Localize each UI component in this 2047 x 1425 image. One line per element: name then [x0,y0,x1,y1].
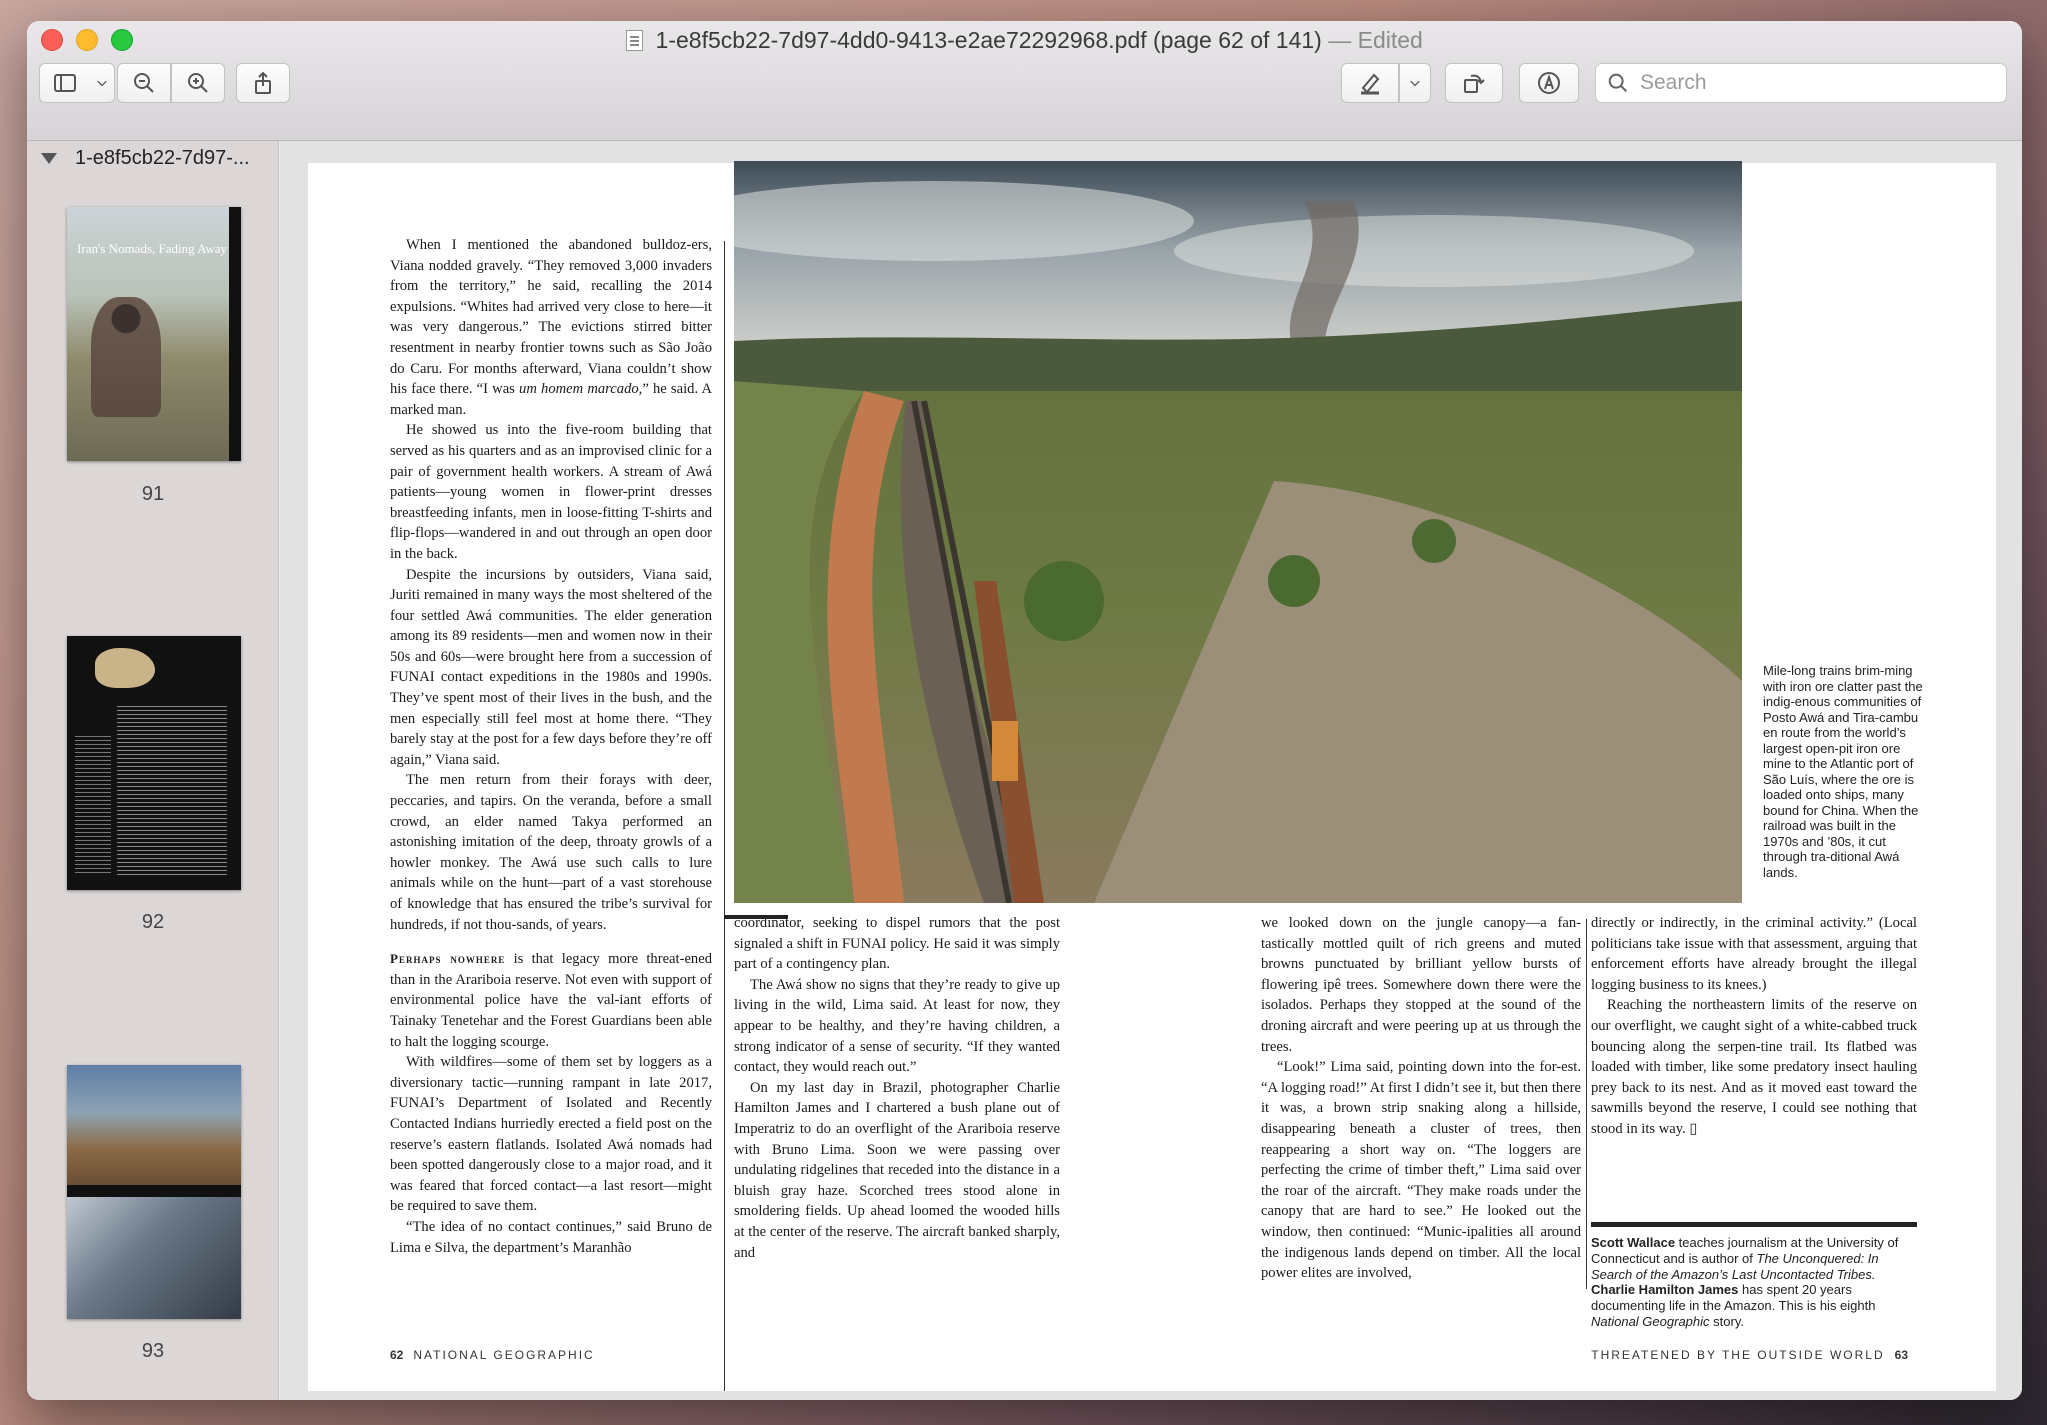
highlight-button[interactable] [1341,63,1399,103]
footer-right [1591,1348,1908,1362]
thumbnail-edge [229,207,241,461]
magazine-name: National Geographic [1591,1313,1710,1329]
page-number-label: 91 [141,483,165,505]
sidebar-icon [52,70,78,96]
pdf-page-spread [308,163,1996,1391]
preview-window [27,21,2022,1400]
photographer-name: Charlie Hamilton James [1591,1282,1739,1298]
share-button[interactable] [236,63,290,103]
chevron-down-icon [1407,70,1423,96]
section-lead-in: Perhaps nowhere [390,951,506,967]
chevron-down-icon [94,70,110,96]
paragraph: The men return from their forays with deer, peccaries, and tapirs. On the veranda, before a small crowd, an elder named Takya performed an astonishing imitation of the deep, throaty growls of a howler monkey. The Awá use such calls to lure animals while on the hunt—part of a vast storehouse of knowledge that has ensured the tribe’s survival for hundreds, if not thou-sands, of years. [390,772,712,933]
paragraph: The Awá show no signs that they’re ready to give up living in the wild, Lima said. At least for now, they appear to be healthy, and they’re having children, a strong indicator of a sense of security. “If they wanted contact, they would reach out.” [734,976,1060,1076]
titlebar [27,21,2022,141]
highlighter-icon [1357,70,1383,96]
sidebar-view-menu-button[interactable] [89,63,115,103]
paragraph: Despite the incursions by outsiders, Viana said, Juriti remained in many ways the most sheltered of the four settled Awá communities. The elder generation among its 89 residents—men and women now in their 50s and 60s—were brought here from a succession of FUNAI contact expeditions in the 1980s and 1990s. They’ve spent most of their lives in the bush, and the men especially still feel most at home there. “They barely stay at the post for a few days before they’re off again,” Viana said. [390,566,712,768]
rotate-icon [1461,70,1487,96]
bio-text: teaches journalism at the University of Connecticut and is author of [1591,1235,1899,1266]
photo-graphic [734,161,1742,903]
page-thumbnail-92[interactable] [67,636,241,890]
paragraph: coordinator, seeking to dispel rumors that the post signaled a shift in FUNAI policy. He said it was simply part of a contingency plan. [734,915,1060,973]
photo-caption: Mile-long trains brim-ming with iron ore clatter past the indig-enous communities of Posto Awá and Tira-cambu en route from the world’s largest open-pit iron ore mine to the Atlantic port of São Luís, where the ore is loaded onto ships, many bound for China. When the railroad was built in the 1970s and ’80s, it cut through tra-ditional Awá lands. [1763,663,1923,880]
zoom-out-button[interactable] [117,63,171,103]
highlight-menu-button[interactable] [1399,63,1431,103]
thumbnail-map [95,648,155,688]
page-thumbnail-91[interactable] [67,207,241,461]
article-column-3 [1261,913,1581,1284]
thumbnail-photo [67,1197,241,1319]
book-title: The Unconquered: In Search of the Amazon’s Last Uncontacted Tribes. [1591,1250,1879,1282]
article-column-4 [1591,913,1917,1140]
page-number: 63 [1894,1348,1908,1362]
paragraph: directly or indirectly, in the criminal activity.” (Local politicians take issue with that assessment, arguing that enforcement efforts have already brought the illegal logging business to its knees.) [1591,915,1917,993]
zoom-out-icon [131,70,157,96]
edited-indicator[interactable]: — Edited [1328,27,1423,53]
page-thumbnail-93[interactable] [67,1065,241,1319]
author-bio [1591,1222,1917,1330]
paragraph: He showed us into the five-room building that served as his quarters and as an improvised clinic for a pair of government health workers. A stream of Awá patients—young women in flower-print dresses breastfeeding infants, men in loose-fitting T-shirts and flip-flops—wandered in and out through an open door in the back. [390,422,712,562]
footer-text: NATIONAL GEOGRAPHIC [413,1348,595,1362]
thumbnail-text [75,736,111,876]
zoom-in-icon [185,70,211,96]
footer-text: THREATENED BY THE OUTSIDE WORLD [1591,1348,1885,1362]
article-column-1 [390,235,712,1258]
paragraph: On my last day in Brazil, photographer Charlie Hamilton James and I chartered a bush plane out of Imperatriz to do an overflight of the Arariboia reserve with Bruno Lima. Soon we were passing over undulating ridgelines that receded into the distance in a bluish gray haze. Scorched trees stood alone in smoldering fields. Up ahead loomed the wooded hills at the center of the reserve. The aircraft banked sharply, and [734,1079,1060,1261]
italic-phrase: um homem marcado, [519,381,643,398]
search-field[interactable] [1595,63,2007,103]
pdf-document-icon [626,30,643,51]
search-icon [1606,71,1630,95]
thumbnail-photo [67,1065,241,1185]
window-title-text: 1-e8f5cb22-7d97-4dd0-9413-e2ae72292968.pdf (page 62 of 141) [655,27,1322,53]
paragraph: Reaching the northeastern limits of the reserve on our overflight, we caught sight of a white-cabbed truck bouncing along the serpen-tine trail. Its flatbed was loaded with timber, like some predatory insect hauling prey back to its nest. And as it moved east toward the sawmills beyond the reserve, I could see nothing that stood in its way. ▯ [1591,997,1917,1137]
sidebar-toggle-button[interactable] [39,63,89,103]
footer-left [390,1348,595,1362]
sidebar-document-header[interactable] [41,147,250,170]
page-number: 62 [390,1348,404,1362]
paragraph: ” he said. A marked man. [390,381,712,418]
page-number-label: 93 [141,1340,165,1362]
author-name: Scott Wallace [1591,1235,1676,1250]
thumbnail-sidebar [27,141,279,1400]
window-title [27,27,2022,54]
markup-button[interactable] [1519,63,1579,103]
paragraph: is that legacy more threat-ened than in the Arariboia reserve. Not even with support of environmental police have the val-iant efforts of Tainaky Tenetehar and the Forest Guardians been able to halt the logging scourge. [390,951,712,1050]
document-view[interactable] [280,141,2022,1400]
share-icon [250,70,276,96]
bio-text: story. [1709,1313,1744,1329]
train-aerial-photo [734,161,1742,903]
paragraph: When I mentioned the abandoned bulldoz-ers, Viana nodded gravely. “They removed 3,000 invaders from the territory,” he said, recalling the 2014 expulsions. “Whites had arrived very close to here—it was very dangerous.” The evictions stirred bitter resentment in nearby frontier towns such as São João do Caru. For months afterward, Viana couldn’t show his face there. “I was [390,237,712,398]
thumbnail-text [117,706,227,876]
zoom-in-button[interactable] [171,63,225,103]
bio-text: has spent 20 years documenting life in the Amazon. This is his eighth [1591,1282,1876,1314]
rotate-button[interactable] [1445,63,1503,103]
search-input[interactable] [1640,71,1980,95]
sidebar-document-name: 1-e8f5cb22-7d97-... [75,147,250,169]
column-rule [724,241,725,1391]
page-number-label: 92 [141,911,165,933]
thumbnail-figure [91,297,161,417]
thumbnail-title: Iran's Nomads, Fading Away [77,241,227,256]
paragraph: “Look!” Lima said, pointing down into the for-est. “A logging road!” At first I didn’t see it, but then there it was, a brown strip snaking along a hillside, disappearing beneath a cluster of trees, then reappearing a short way on. “The loggers are perfecting the crime of timber theft,” Lima said over the roar of the aircraft. “They make roads under the canopy that are hard to see.” He looked out the window, then continued: “Munic-ipalities all around the indigenous lands depend on timber. All the local power elites are involved, [1261,1059,1581,1282]
article-column-2 [734,913,1060,1263]
disclosure-triangle-icon[interactable] [41,153,57,164]
markup-pen-icon [1536,70,1562,96]
paragraph: With wildfires—some of them set by loggers as a diversionary tactic—running rampant in late 2017, FUNAI’s Department of Isolated and Recently Contacted Indians hurriedly erected a field post on the reserve’s eastern flatlands. Isolated Awá nomads had been spotted dangerously close to a major road, and it was feared that forced contact—a last resort—might be required to save them. [390,1054,712,1215]
paragraph: “The idea of no contact continues,” said Bruno de Lima e Silva, the department’s Maranhão [390,1218,712,1256]
paragraph: we looked down on the jungle canopy—a fan-tastically mottled quilt of rich greens and muted browns punctuated by brilliant yellow bursts of flowering ipê trees. Somewhere down there were the isolados. Perhaps they stopped at the sound of the droning aircraft and were peering up at us through the trees. [1261,915,1581,1055]
column-rule [1586,919,1587,1289]
